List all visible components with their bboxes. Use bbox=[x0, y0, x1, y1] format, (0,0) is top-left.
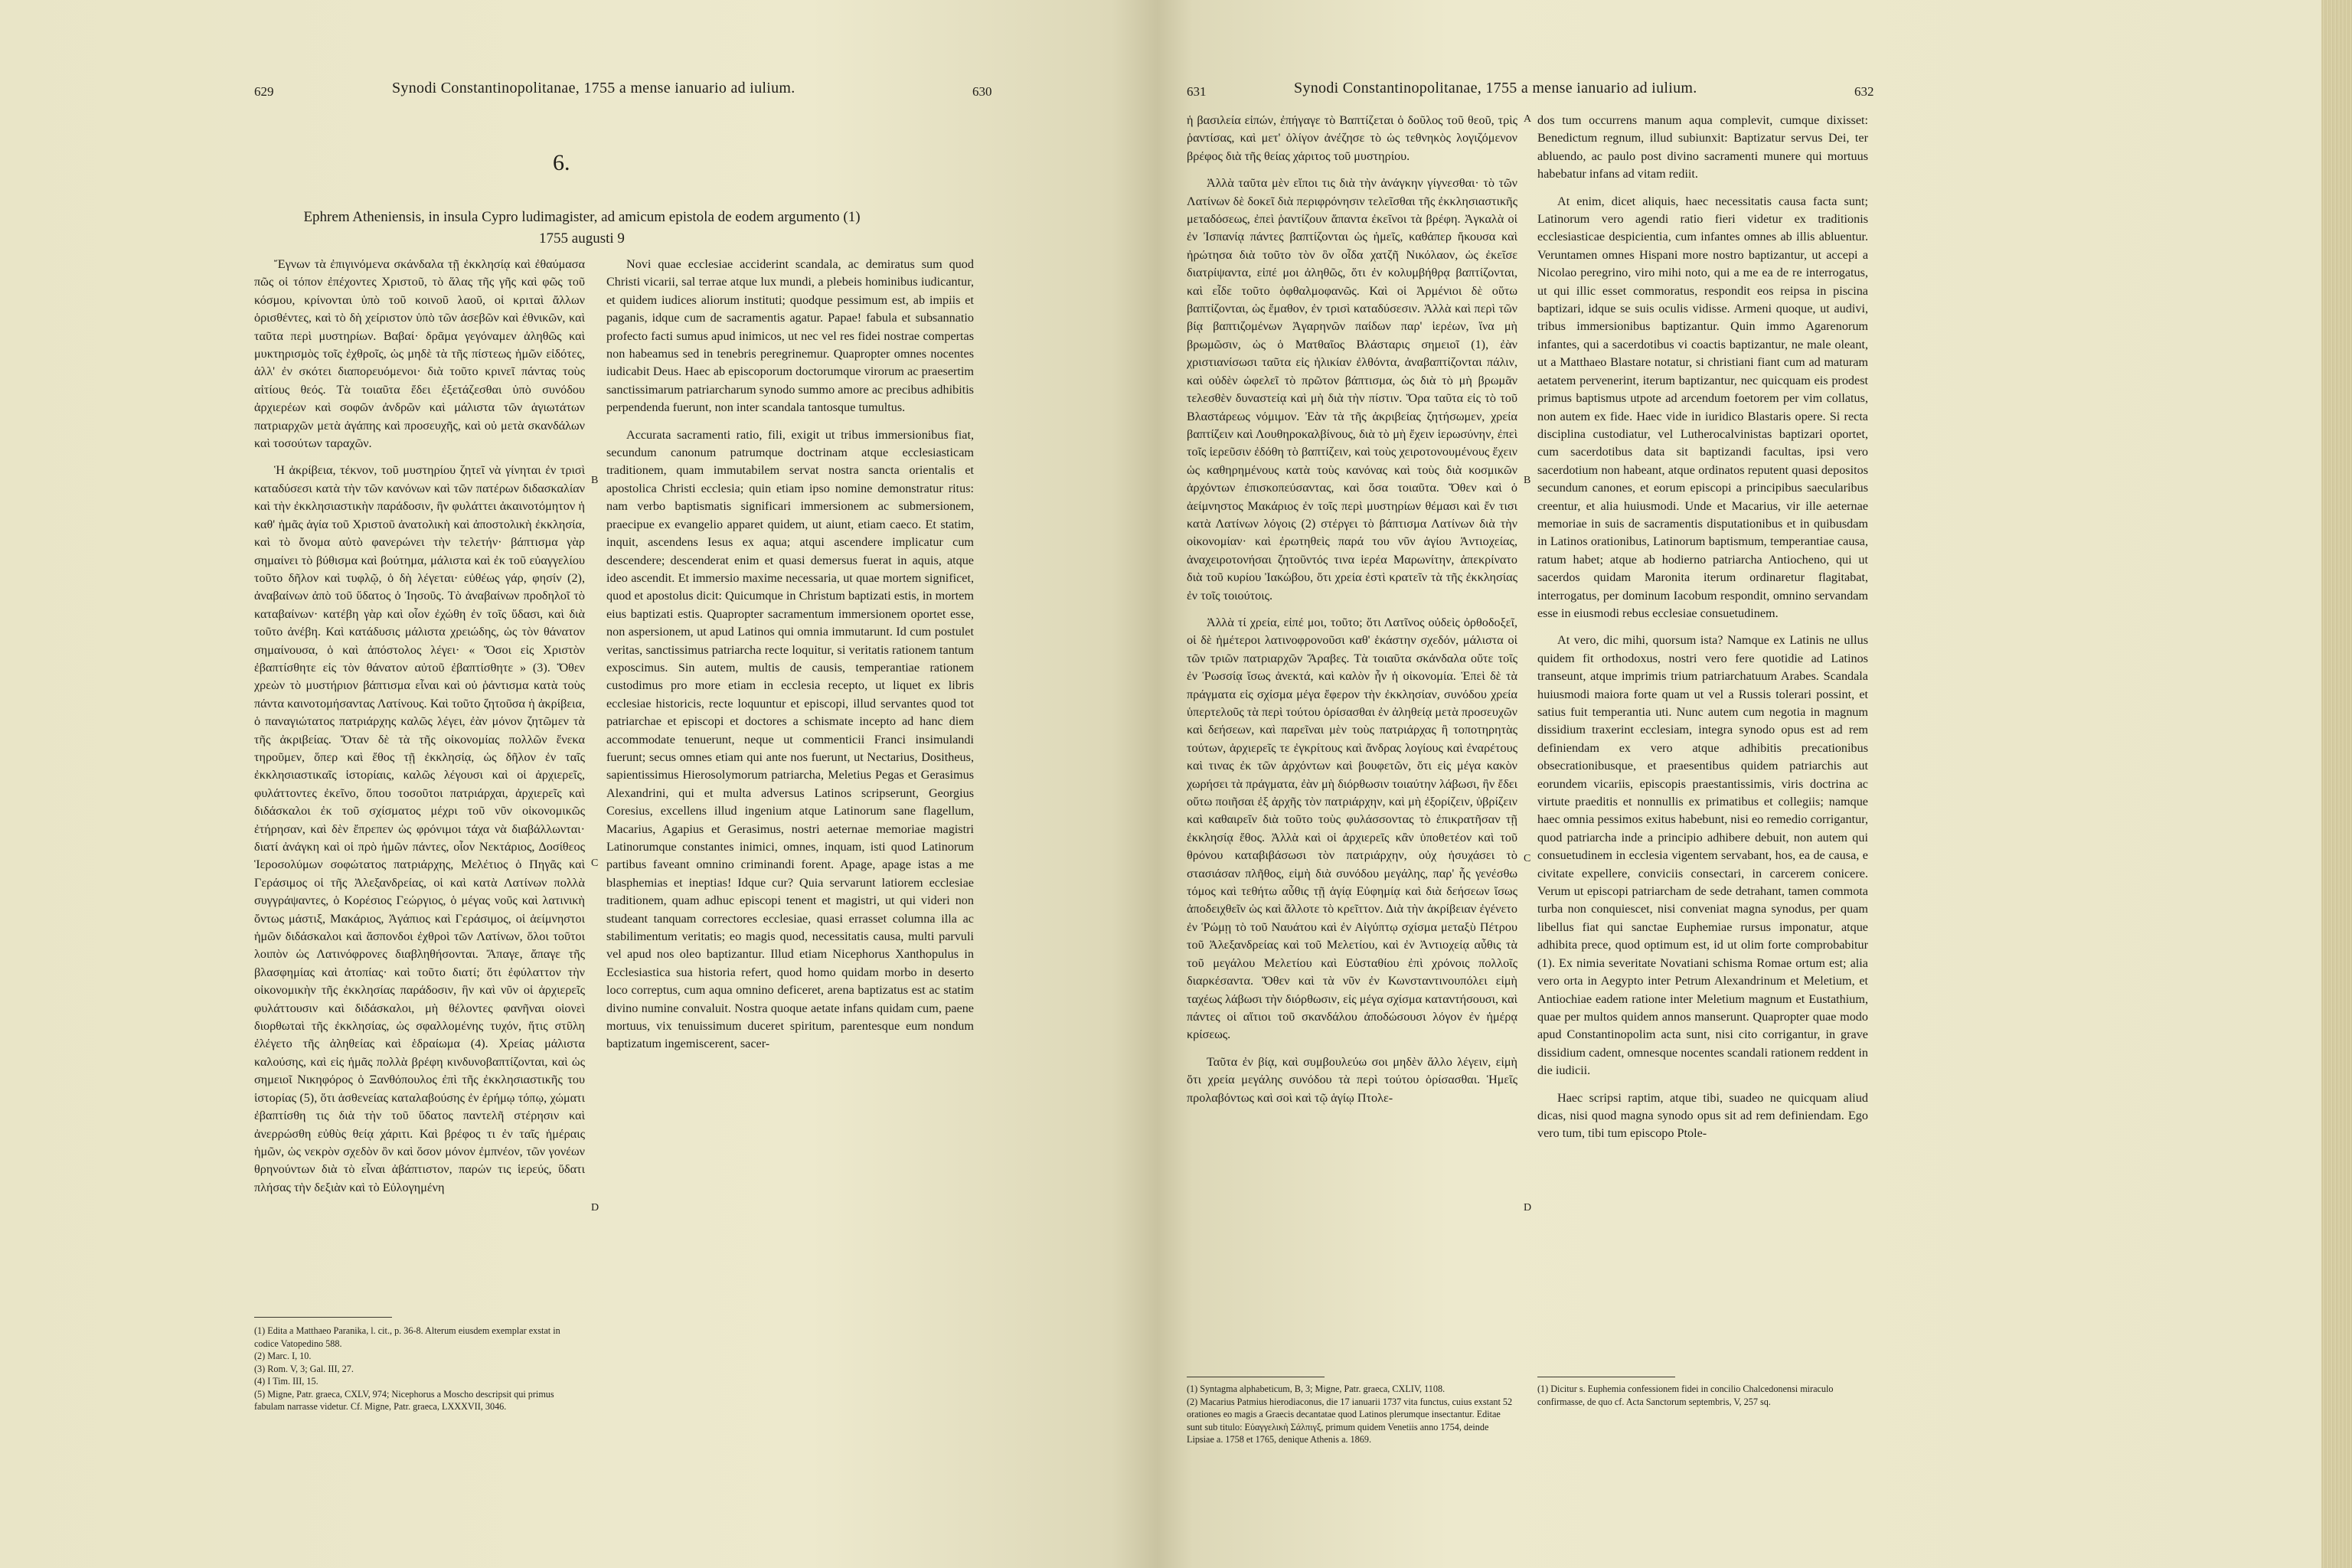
greek-paragraph: Ἡ ἀκρίβεια, τέκνον, τοῦ μυστηρίου ζητεῖ νὰ γίνηται ἐν τρισὶ καταδύσεσι κατὰ τὴν τῶν κανόνων καὶ τῶν πατέρων διδασκαλίαν καὶ τὴν ἐκκλησιαστικὴν παράδοσιν, ἣν φυλάττει ἀκαινοτόμητον ἡ καθ' ἡμᾶς ἁγία τοῦ Χριστοῦ ἀνατολικὴ καὶ ἀποστολικὴ ἐκκλησία, καὶ τὸ ὄνομα αὐτὸ φανερώνει τὴν τελετήν· βάπτισμα γὰρ σημαίνει τὸ βύθισμα καὶ βούτημα, μάλιστα καὶ ἐκ τοῦ εὐαγγελίου τοῦτο δῆλον καὶ τυφλῷ, ὁ δὴ λέγεται· εὐθέως γάρ, φησίν (2), ἀναβαίνων ἀπὸ τοῦ ὕδατος ὁ Ἰησοῦς. Τὸ ἀναβαίνων προδηλοῖ τὸ καταβαίνων· κατέβη γὰρ καὶ οἷον ἐχώθη ἐν τοῖς ὕδασι, καὶ διὰ τοῦτο ἀνέβη. Καὶ κατάδυσις μάλιστα χρειώδης, ὡς τὸν θάνατον σημαίνουσα, ὁ καὶ ἀπόστολος λέγει· « Ὅσοι εἰς Χριστὸν ἐβαπτίσθητε εἰς τὸν θάνατον αὐτοῦ ἐβαπτίσθητε » (3). Ὅθεν χρεὼν τὸ μυστήριον βάπτισμα εἶναι καὶ οὐ ῥάντισμα κατὰ τοὺς πάντα καινοτομήσαντας Λατίνους. Καὶ τοῦτο ζητοῦσα ἡ ἀκρίβεια, ὁ παναγιώτατος πατριάρχης καλῶς λέγει, ἐὰν μόνον ζητῶμεν τὰ τῆς ἀκριβείας. Ὅταν δὲ τὰ τῆς οἰκονομίας πολλῶν ἕνεκα τηροῦμεν, ὅπερ καὶ ἔθος τῇ ἐκκλησίᾳ, ὡς δῆλον ἐν ταῖς ἐκκλησιαστικαῖς ἱστορίαις, καλῶς λέγουσι καὶ οἱ ἀρχιερεῖς, φυλάττοντες ἐκεῖνο, ὅπου τοσοῦτοι πατριάρχαι, ἀρχιερεῖς καὶ διδάσκαλοι ἐκ τοῦ σχίσματος μέχρι τοῦ νῦν οἰκονομικῶς ἐτήρησαν, καὶ δὲν ἔπρεπεν ὡς φρόνιμοι τάχα νὰ διαβάλλωνται· διατί ἀνάγκη καὶ οἱ πρὸ ἡμῶν πάντες, οἷον Νεκτάριος, Δοσίθεος Ἱεροσολύμων σοφώτατος πατριάρχης, Μελέτιος ὁ Πηγᾶς καὶ Γεράσιμος οἱ τῆς Ἀλεξανδρείας, οἱ καὶ κατὰ Λατίνων πολλὰ συγγράψαντες, ὁ Κορέσιος Γεώργιος, ὁ μέγας νοῦς καὶ λατινικὴ ὄντως μάστιξ, Μακάριος, Ἀγάπιος καὶ Γεράσιμος, οἱ ἀείμνηστοι ἡμῶν διδάσκαλοι καὶ ἄσπονδοι ἐχθροὶ τῶν Λατίνων, ὅλοι τοῦτοι λοιπὸν ὡς Λατινόφρονες διαβληθήσονται. Ἄπαγε, ἄπαγε τῆς βλασφημίας καὶ ἀτοπίας· καὶ τοῦτο διατί; ὅτι ἐφύλαττον τὴν οἰκονομικὴν τῆς ἐκκλησίας παράδοσιν, ἣν καὶ νῦν οἱ ἀρχιερεῖς φυλάττουσιν καὶ διδάσκαλοι, μὴ θέλοντες φανῆναι οἱονεὶ διορθωταὶ τῆς ἐκκλησίας, ὡς σφαλλομένης τυχόν, ἥτις στῦλη ἐλέγετο τῆς ἀληθείας καὶ ἑδραίωμα (4). Χρείας μάλιστα καλούσης, καὶ εἰς ἡμᾶς πολλὰ βρέφη κινδυνοβαπτίζονται, καὶ ὡς σημειοῖ Νικηφόρος ὁ Ξανθόπουλος ἐπὶ τῆς ἐκκλησιαστικῆς του ἱστορίας (5), ὅτι ἀσθενείας καταλαβούσης ἐν ἐρήμῳ τόπῳ, χώματι ἐβαπτίσθη τις διὰ τὴν τοῦ ὕδατος παντελῆ στέρησιν καὶ ἀνερρώσθη εὐθὺς θείᾳ χάριτι. Καὶ βρέφος τι ἐν ταῖς ἡμέραις ἡμῶν, ὡς νεκρὸν σχεδὸν ὂν καὶ ὅσον μόνον ἐμπνέον, τῶν γονέων θρηνούντων διὰ τὸ εἶναι ἀβάπτιστον, παρών τις ἱερεύς, ὕδατι πλήσας τὴν δεξιὰν καὶ τὸ Εὐλογημένη bbox=[254, 463, 585, 1194]
latin-column-right bbox=[1537, 112, 1868, 1291]
margin-marker-d: D bbox=[1524, 1202, 1532, 1214]
page-number-630: 630 bbox=[972, 84, 992, 99]
latin-paragraph: Haec scripsi raptim, atque tibi, suadeo ne quicquam aliud dicas, nisi quod magna synodo opus sit ad rem definiendam. Ego vero tum, tibi tum episcopo Ptole- bbox=[1537, 1090, 1868, 1141]
page-number-629: 629 bbox=[254, 84, 274, 99]
greek-paragraph: Ἀλλὰ τί χρεία, εἰπέ μοι, τοῦτο; ὅτι Λατῖνος οὐδεὶς ὀρθοδοξεῖ, οἱ δὲ ἡμέτεροι λατινοφρονοῦσι καθ' ἑκάστην σχεδόν, μάλιστα οἱ τῶν τριῶν πατριαρχῶν Ἄραβες. Τὰ τοιαῦτα σκάνδαλα οὔτε τοῖς ἐν Ῥωσσίᾳ ἴσως ἀνεκτά, καὶ καλὸν ἦν ἡ οἰκονομία. Ἐπεὶ δὲ τὰ πράγματα εἰς σχίσμα μέγα ἔφερον τὴν ἐκκλησίαν, συνόδου χρεία ὑπερτελοῦς τὰ περὶ τούτου ὁρίσασθαι ἐν ἀληθείᾳ μετὰ προσευχῶν καὶ δεήσεων, καὶ παρεῖναι μὲν τοὺς πατριάρχας ἢ τοποτηρητὰς τούτων, ἀρχιερεῖς τε ἐγκρίτους καὶ ἄνδρας λογίους καὶ ἐναρέτους καὶ τινας ἐκ τῶν ἀρχόντων καὶ βουφετῶν, ὅτι εἰς μέγα κακὸν χωρήσει τὰ πράγματα, ἐὰν μὴ διόρθωσιν τοιαύτην λάβωσι, ἢν ἔδει οὕτω ποιῆσαι ἐξ ἀρχῆς τὸν πατριάρχην, καὶ μὴ ἐξορίζειν, ὑβρίζειν καὶ καθαιρεῖν διὰ τοῦτο τοὺς φυλάσσοντας τὸ ἐπικρατῆσαν τῇ ἐκκλησίᾳ ἔθος. Ἀλλὰ καὶ οἱ ἀρχιερεῖς κἂν ὑποθετέον καὶ τοῦ θρόνου καταβιβάσωσι τὸν πατριάρχην, οὐχ ἡσυχάσει τὸ στασιάσαν πλῆθος, εἰμὴ διὰ συνόδου μεγάλης, παρ' ἧς γενέσθω τόμος καὶ τεθήτω αὖθις τῇ ἁγίᾳ Εὐφημίᾳ καὶ διὰ δεήσεων ἴσως ἀποδειχθεῖν ὡς καὶ ἄλλοτε τὸ κρεῖττον. Διὰ τὴν ἀκρίβειαν ἐγένετο ἐν Ῥώμῃ τὸ τοῦ Ναυάτου καὶ ἐν Αἰγύπτῳ σχίσμα μεταξὺ Πέτρου τοῦ Ἀλεξανδρείας καὶ τοῦ Μελετίου, καὶ ἐν Ἀντιοχείᾳ αὖθις τὰ τοῦ μεγάλου Μελετίου καὶ Εὐσταθίου ἐπὶ χρόνοις πολλοῖς διαρκέσαντα. Ὅθεν καὶ τὰ νῦν ἐν Κωνσταντινουπόλει εἰμὴ ταχέως λάβωσι τὴν διόρθωσιν, εἰς μέγα σχίσμα καταντήσουσι, καὶ πάντες οἱ αἴτιοι τοῦ σκανδάλου ἀποδώσουσι λόγον ἐν ἡμέρᾳ κρίσεως. bbox=[1187, 615, 1517, 1042]
margin-marker-c: C bbox=[591, 858, 599, 869]
footnote: (1) Syntagma alphabeticum, B, 3; Migne, Patr. graeca, CXLIV, 1108. bbox=[1187, 1383, 1446, 1394]
footnotes-left-page bbox=[254, 1325, 585, 1413]
footnote: (2) Macarius Patmius hierodiaconus, die 17 ianuarii 1737 vita functus, cuius exstant 52 orationes eo magis a Graecis decantatae quod Latinos plerumque insectantur. Editae sunt sub titulo: Εὐαγγελικὴ Σάλπιγξ, primum quidem Venetiis anno 1754, deinde Lipsiae a. 1758 et 1765, denique Athenis a. 1869. bbox=[1187, 1396, 1513, 1445]
greek-paragraph: Ἔγνων τὰ ἐπιγινόμενα σκάνδαλα τῇ ἐκκλησίᾳ καὶ ἐθαύμασα πῶς οἱ τόπον ἐπέχοντες Χριστοῦ, τὸ ἅλας τῆς γῆς καὶ φῶς τοῦ κόσμου, κρίνονται ὑπὸ τοῦ κοινοῦ λαοῦ, οἱ κριταὶ ἄλλων ὁρισθέντες, καὶ τὸ δὴ χείριστον ὑπὸ τῶν ἀσεβῶν καὶ ἐθνικῶν, καὶ ταῦτα περὶ μυστηρίων. Βαβαί· δρᾶμα γεγόναμεν ἀληθῶς καὶ μυκτηρισμὸς τοῖς ἐχθροῖς, ὡς μηδὲ τὰ τῆς πίστεως ἡμῶν εἰδότες, ἀλλ' ἐν σκότει διαπορευόμενοι· διὰ τοῦτο κρινεῖ πάντας τοὺς αἰτίους θεός. Τὰ τοιαῦτα ἔδει ἐξετάζεσθαι ὑπὸ συνόδου ἀρχιερέων καὶ σοφῶν ἀνδρῶν καὶ μάλιστα τῶν ἁγιωτάτων πατριαρχῶν μετὰ ἀγάπης καὶ προσευχῆς, καὶ οὐ μετὰ σκανδάλων καὶ τοσούτων ταραχῶν. bbox=[254, 257, 585, 451]
greek-column-right bbox=[1187, 112, 1517, 1291]
running-header-right: Synodi Constantinopolitanae, 1755 a mense ianuario ad iulium. bbox=[1294, 80, 1697, 96]
running-header-left: Synodi Constantinopolitanae, 1755 a mense ianuario ad iulium. bbox=[392, 80, 795, 96]
greek-column-left bbox=[254, 256, 585, 1297]
footnote: (2) Marc. I, 10. bbox=[254, 1351, 312, 1361]
page-number-631: 631 bbox=[1187, 84, 1207, 99]
latin-paragraph: At enim, dicet aliquis, haec necessitatis causa facta sunt; Latinorum vero agendi ratio fieri videtur ex traditionis ecclesiasticae despicientia, cum infantes omnes ab illis abluentur. Veruntamen omnes Hispani more nostro baptizantur, ut accepi a Nicolao peregrino, viro mihi noto, qui a me ea de re interrogatus, ut qui illic esset commoratus, respondit eos reipsa in piscina baptizari, idque se suis oculis vidisse. Armeni quoque, ut audivi, tribus immersionibus baptizantur. Quin immo Agarenorum infantes, qui a sacerdotibus vi coactis baptizantur, ne male oleant, ut a Matthaeo Blastare notatur, si christiani fiant cum ad maturam aetatem pervenerint, iterum baptizantur, nec quicquam eis prodest primus baptismus utpote ad arcendum foetorem per vim collatus, non autem ex fide. Haec vide in iuridico Blastaris opere. Si recta disciplina custodiatur, vel Lutherocalvinistas baptizari oportet, cum sacerdotibus data sit baptizandi facultas, ipsi vero sacerdotium non habeant, atque ordinatos reputent quasi depositos secundum canones, et eorum episcopi a principibus saecularibus creentur, et alia huiusmodi. Unde et Macarius, vir ille aeternae memoriae in suis de sacramentis disputationibus et in quibusdam in Latinos orationibus, Latinorum baptismum, temperantiae causa, ratum habet; atque ab hodierno patriarcha Antiocheno, qui ut sacerdos quidam Maronita iterum ordinaretur flagitabat, interrogatus, per dominum Iacobum respondit, omnino servandam esse in eiusmodi rebus ecclesiae consuetudinem. bbox=[1537, 194, 1868, 620]
right-page bbox=[1158, 0, 2321, 1568]
greek-paragraph: ἡ βασιλεία εἰπών, ἐπήγαγε τὸ Βαπτίζεται ὁ δοῦλος τοῦ θεοῦ, τρὶς ῥαντίσας, καὶ μετ' ὀλίγον ἀνέζησε τὸ ὡς τεθνηκὸς λογιζόμενον βρέφος διὰ τῆς θείας χάριτος τοῦ μυστηρίου. bbox=[1187, 113, 1517, 163]
left-page bbox=[0, 0, 1158, 1568]
latin-paragraph: Novi quae ecclesiae acciderint scandala, ac demiratus sum quod Christi vicarii, sal terrae atque lux mundi, a plebeis hominibus iudicantur, et quidem iudices aliorum instituti; quodque pessimum est, ab impiis et paganis, idque cum de sacramentis agatur. Papae! fabula et subsannatio profecto facti sumus apud inimicos, ut nec vel res fidei nostrae compertas non habeamus sed in tenebris peregrinemur. Quapropter omnes nocentes iudicabit Deus. Haec ab episcoporum doctorumque virorum ac praesertim sanctissimarum patriarcharum synodo summo amore ac precibus adhibitis perpendenda fuerunt, non inter scandala tantosque tumultus. bbox=[606, 257, 974, 415]
document-heading bbox=[253, 207, 911, 250]
latin-paragraph: dos tum occurrens manum aqua complevit, cumque dixisset: Benedictum regnum, illud subiunxit: Baptizatur servus Dei, ter abluendo, ac paulo post divino sacramenti munere qui mortuus habebatur infans ad vitam rediit. bbox=[1537, 113, 1868, 181]
latin-paragraph: At vero, dic mihi, quorsum ista? Namque ex Latinis ne ullus quidem fit orthodoxus, nostri vero fere quotidie ad Latinos transeunt, atque imprimis trium patriarchatuum Arabes. Scandala huiusmodi maiora forte quam ut vel a Russis tolerari possint, et satius fuit temperantia uti. Nunc autem cum negotia in magnum dissidium traxerint ecclesiam, integra synodo opus est ad rem definiendam ex vero atque adhibitis precationibus obsecrationibusque, et praesentibus quidem patriarchis aut eorundem vicariis, episcopis praestantissimis, viris doctrina ac virtute praeditis et nonnullis ex primatibus et collegiis; namque haec omnia pessimos exitus habebunt, nisi eo remedio corrigantur, quod patriarcha inde a principio adhibere debuit, non autem qui consuetudinem in ecclesia vigentem servabant, hos, ea de causa, e civitate expellere, conviciis consectari, in carcerem conicere. Verum ut episcopi patriarcham de sede detrahant, tamen commota turba non conquiescet, nisi conveniat magna synodus, per quam libellus fiat qui sanctae Euphemiae rursus imponatur, atque adhibita prece, quod optimum est, id ut olim forte comprobabitur (1). Ex nimia severitate Novatiani schisma Romae ortum est; alia vero orta in Aegypto inter Petrum Alexandrinum et Meletium, et Antiochiae eadem ratione inter Meletium magnum et Eustathium, quae per multos quidem annos manserunt. Quapropter quae modo apud Constantinopolim acta sunt, nisi cito corrigantur, in grave dissidium cadent, omnesque nocentes scandali rationem reddent in die iudicii. bbox=[1537, 633, 1868, 1078]
heading-title: Ephrem Atheniensis, in insula Cypro ludimagister, ad amicum epistola de eodem argumento (1) bbox=[303, 209, 861, 225]
greek-paragraph: Ταῦτα ἐν βίᾳ, καὶ συμβουλεύω σοι μηδὲν ἄλλο λέγειν, εἰμὴ ὅτι χρεία μεγάλης συνόδου τὰ περὶ τούτου ὁρίσασθαι. Ἡμεῖς προλαβόντως καὶ σοὶ καὶ τῷ ἁγίῳ Πτολε- bbox=[1187, 1054, 1517, 1105]
heading-date: 1755 augusti 9 bbox=[539, 230, 625, 247]
greek-paragraph: Ἀλλὰ ταῦτα μὲν εἴποι τις διὰ τὴν ἀνάγκην γίγνεσθαι· τὸ τῶν Λατίνων δὲ δοκεῖ διὰ περιφρόνησιν τελεῖσθαι τῆς ἐκκλησιαστικῆς μεταδόσεως, ἐπεὶ ῥαντίζουν ἅπαντα ἐκεῖνοι τὰ βρέφη. Ἀγκαλὰ οἱ ἐν Ἰσπανίᾳ πάντες βαπτίζονται ὡς ἡμεῖς, καθάπερ ἤκουσα καὶ ἠρώτησα διὰ τοῦτο τὸν ὃν οἶδα χατζῆ Νικόλαον, ὡς ἐκεῖσε διατρίψαντα, εἰπέ μοι ἀληθῶς, ὅτι ἐν κολυμβήθρᾳ βαπτίζονται, καὶ εἶδε τοῦτο ὀφθαλμοφανῶς. Καὶ οἱ Ἀρμένιοι δὲ οὕτω βαπτίζονται, ὡς ἔμαθον, ἐν τρισὶ καταδύσεσιν. Ἀλλὰ καὶ περὶ τῶν βίᾳ βαπτιζομένων Ἀγαρηνῶν παίδων παρ' ἱερέων, ἵνα μὴ βρωμῶσιν, ὡς ὁ Ματθαῖος Βλάσταρις σημειοῖ (1), ἐὰν χριστιανίσωσι ταῦτα εἰς ἡλικίαν ἐλθόντα, ἀναβαπτίζονται πάλιν, καὶ οὐδὲν ὠφελεῖ τὸ πρῶτον βάπτισμα, ὡς διὰ τὸ μὴ βρωμᾶν τελεσθὲν δυναστείᾳ καὶ μὴ διὰ τὴν πίστιν. Ὅρα ταῦτα εἰς τὸ τοῦ Βλαστάρεως νόμιμον. Ἐὰν τὰ τῆς ἀκριβείας ζητήσωμεν, χρεία βαπτίζειν καὶ Λουθηροκαλβίνους, διὰ τὸ μὴ ἔχειν ἱερωσύνην, ἐπεὶ τοῖς ἱερεῦσιν ἐδόθη τὸ βαπτίζειν, καὶ τοὺς χειροτονουμένους ἔχειν ὡς καθηρημένους κατὰ τοὺς κανόνας καὶ τοὺς διὰ κοσμικῶν ἀρχόντων ἐπισκοπεύσαντας, καὶ ὅσα τοιαῦτα. Ὅθεν καὶ ὁ ἀείμνηστος Μακάριος ἐν τοῖς περὶ μυστηρίων θέμασι καὶ ἔν τισι κατὰ Λατίνων λόγοις (2) στέργει τὸ βάπτισμα Λατίνων διὰ τὴν οἰκονομίαν· καὶ ἐρωτηθεὶς παρά του νῦν ἁγίου Ἀντιοχείας, ἀναχειροτονήσαι ζητοῦντός τινα ἱερέα Μαρωνίτην, ἀπεκρίνατο διὰ τοῦ κυρίου Ἰακώβου, ὅτι χρεία ἐστὶ κρατεῖν τὰ τῆς ἐκκλησίας ἐν τοῖς τοιούτοις. bbox=[1187, 176, 1517, 603]
footnote: (1) Edita a Matthaeo Paranika, l. cit., p. 36-8. Alterum eiusdem exemplar exstat in codice Vatopedino 588. bbox=[254, 1325, 560, 1349]
footnote: (1) Dicitur s. Euphemia confessionem fidei in concilio Chalcedonensi miraculo confirmasse, de quo cf. Acta Sanctorum septembris, V, 257 sq. bbox=[1537, 1383, 1834, 1407]
latin-paragraph: Accurata sacramenti ratio, fili, exigit ut tribus immersionibus fiat, secundum canonum patrumque doctrinam atque ecclesiasticam traditionem, quam immutabilem servat nostra sancta orientalis et apostolica Christi ecclesia; quin etiam ipso nomine demonstratur ritus: nam verbo baptismatis significari immersionem ac submersionem, praecipue ex evangelio apparet quidem, ut aiunt, etiam caeco. Et statim, inquit, ascendens Iesus ex aqua; atqui ascendere implicatur cum descendere; descenderat enim et quasi demersus fuerat in aquis, atque ideo ascendit. Et immersio maxime necessaria, ut quae mortem significet, quod et apostolus dicit: Quicumque in Christum baptizati estis, in mortem eius baptizati estis. Quapropter sacramentum immersionem oportet esse, non aspersionem, ut apud Latinos qui omnia immutarunt. Id cum postulet veritas, sanctissimus patriarcha recte loquitur, si veritatis rationem tantum exposcimus. Sin autem, multis de causis, temperantiae rationem custodimus pro more etiam in ecclesia recepto, ut liquet ex libris ecclesiae historicis, recte loquuntur et episcopi, illud servantes quod tot patriarchae et episcopi et doctores a schismate incepto ad hanc diem accommodate tenuerunt, neque ut commenticii Franci insimulandi fuerunt; secus omnes etiam qui ante nos fuerunt, ut Nectarius, Dositheus, sapientissimus Hierosolymorum patriarcha, Meletius Pegas et Gerasimus Alexandrini, qui et multa adversus Latinos scripserunt, Georgius Coresius, excellens illud ingenium atque Latinorum sane flagellum, Macarius, Agapius et Gerasimus, nostri aeternae memoriae magistri Latinorumque constantes inimici, omnes, inquam, isti quod Latinorum partibus faveant omnino criminandi forent. Apage, apage istas a me blasphemias et ineptias! Idque cur? Quia servarunt latiorem ecclesiae traditionem, quam adhuc episcopi tenent et magistri, ut qui videri non studeant tanquam correctores ecclesiae, quasi errasset columna illa ac stabilimentum veritatis; eo magis quod, necessitatis causa, multi parvuli vel apud nos oleo baptizantur. Illud etiam Nicephorus Xanthopulus in Ecclesiastica sua historia refert, quod homo quidam morbo in deserto loco correptus, cum aqua omnino deficeret, arena baptizatus est ac statim divino numine convaluit. Nostra quoque aetate infans quidam cum, paene mortuus, vix tenuissimum duceret spiritum, parentesque eum nondum baptizatum ingemiscerent, sacer- bbox=[606, 427, 974, 1051]
page-number-632: 632 bbox=[1854, 84, 1874, 99]
latin-column-left bbox=[606, 256, 974, 1297]
footnote: (4) I Tim. III, 15. bbox=[254, 1376, 318, 1387]
footnote: (5) Migne, Patr. graeca, CXLV, 974; Nicephorus a Moscho descripsit qui primus fabulam narrasse videtur. Cf. Migne, Patr. graeca, LXXXVII, 3046. bbox=[254, 1388, 554, 1412]
footnote-rule bbox=[254, 1317, 392, 1318]
margin-marker-d: D bbox=[591, 1202, 599, 1214]
margin-marker-c: C bbox=[1524, 853, 1531, 864]
footnotes-right-page-right-column bbox=[1537, 1383, 1868, 1408]
margin-marker-b: B bbox=[591, 475, 599, 486]
margin-marker-a: A bbox=[1524, 113, 1532, 125]
footnote: (3) Rom. V, 3; Gal. III, 27. bbox=[254, 1363, 354, 1374]
footnotes-right-page-left-column bbox=[1187, 1383, 1517, 1446]
document-number: 6. bbox=[553, 150, 570, 175]
margin-marker-b: B bbox=[1524, 475, 1531, 486]
page-edges bbox=[2321, 0, 2352, 1568]
